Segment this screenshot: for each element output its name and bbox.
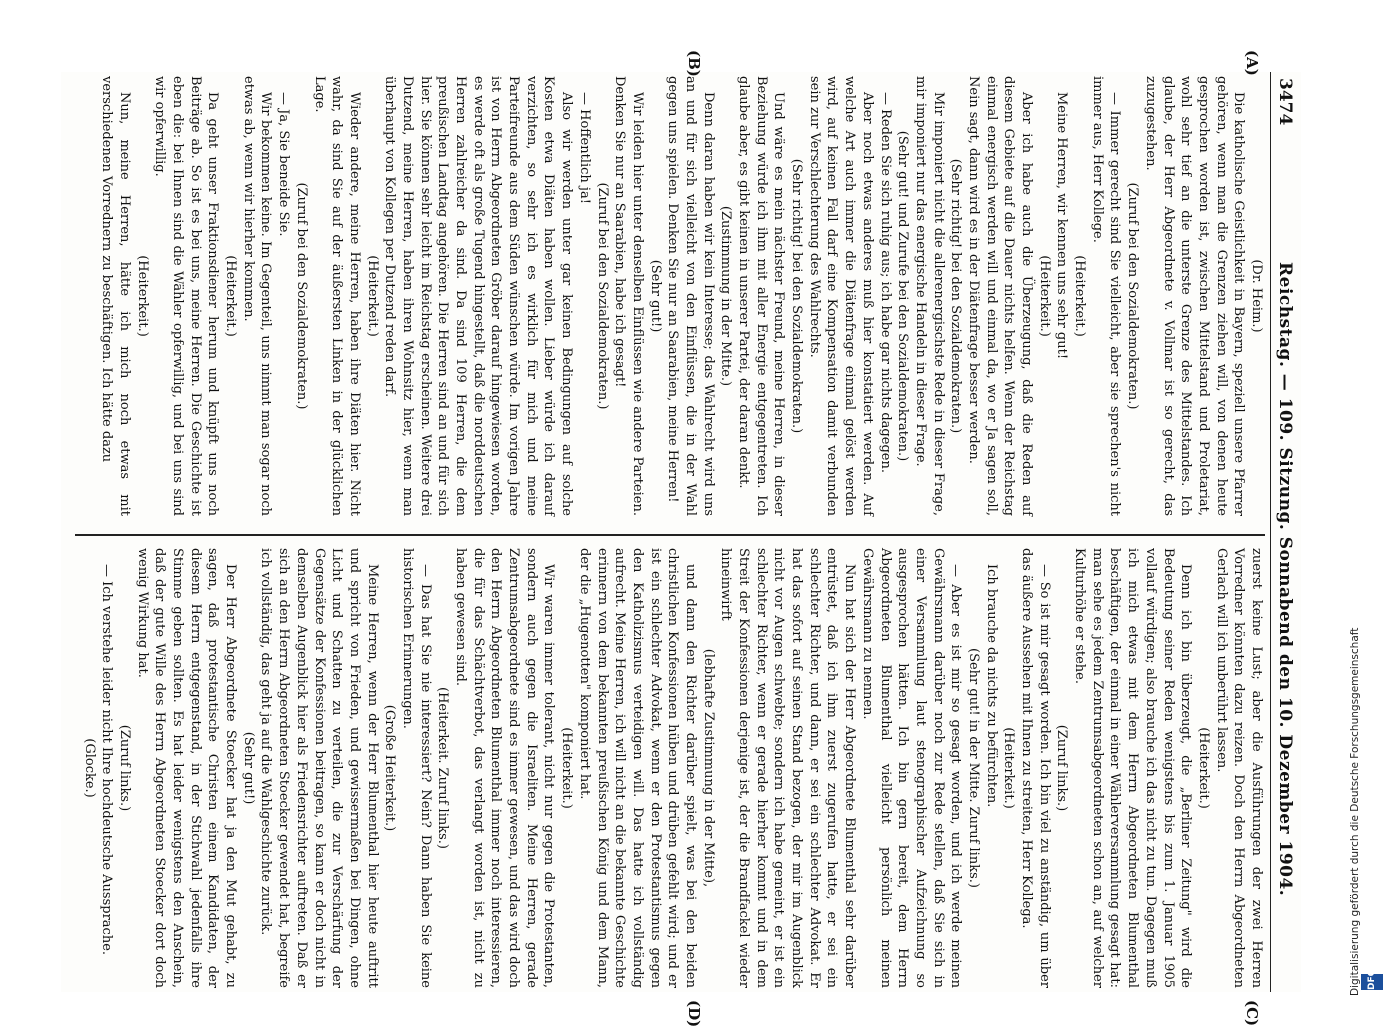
paragraph: Da geht unser Fraktionsdiener herum und knüpft uns noch Beiträge ab. So ist es bei uns, meine Herren. Die Geschichte ist eben die: bei Ihnen sind die Wähler opferwillig, und bei uns sind wir opferwillig.	[152, 76, 221, 516]
paragraph: Und wäre es mein nächster Freund, meine Herren, in dieser Beziehung würde ich ihm mit aller Energie entgegentreten. Ich glaube aber, es gibt keinen in unserer Partei, der daran denkt.	[736, 76, 787, 516]
page-header	[1271, 72, 1301, 992]
interjection: (Heiterkeit. Zuruf links.)	[435, 687, 451, 849]
interjection: (Zustimmung in der Mitte.)	[718, 205, 734, 387]
interjection: (Sehr gut!)	[240, 731, 256, 805]
margin-marker-b: (B)	[685, 50, 703, 77]
paragraph: — Ja, Sie beneide Sie.	[276, 92, 292, 237]
header-rule	[1270, 72, 1271, 992]
interjection: (Große Heiterkeit.)	[382, 704, 398, 832]
interjection: (Zuruf links.)	[1054, 724, 1070, 812]
margin-marker-a: (A)	[1243, 50, 1261, 76]
interjection: (Heiterkeit.)	[1195, 727, 1211, 809]
paragraph: Wir bekommen keine. Im Gegenteil, uns nimmt man sogar noch etwas ab, wenn wir hierher kommen.	[240, 76, 274, 516]
interjection: (Sehr richtig! bei den Sozialdemokraten.)	[789, 158, 805, 434]
interjection: (Heiterkeit.)	[364, 255, 380, 337]
interjection: (Heiterkeit.)	[1072, 255, 1088, 337]
paragraph: — Hoffentlich ja!	[576, 92, 592, 204]
paragraph: Wir waren immer tolerant, nicht nur gegen die Protestanten, sondern auch gegen die Israeliten. Meine Herren, gerade Zentrumsabgeordnete sind es immer gewesen, und das wird doch den Herrn Abgeordneten Blumenthal immer noch interessieren, die für das Schächtverbot, das verlangt worden ist, nicht zu haben gewesen sind.	[453, 548, 557, 988]
paragraph: Der Herr Abgeordnete Stoecker hat ja den Mut gehabt, zu sagen, daß protestantische Christen einem Kandidaten, der diesem Herrn entgegenstand, in der Stichwahl jedenfalls ihre Stimme geben sollten. Es hat leider wenigstens den Anschein, daß der gute Wille des Herrn Abgeordneten Stoecker dort doch wenig Wirkung hat.	[134, 548, 239, 988]
margin-marker-c: (C)	[1243, 1000, 1261, 1027]
paragraph: Denn daran haben wir kein Interesse; das Wahlrecht wird uns an und für sich vielleicht von den Einflüssen, die in der Wahl gegen uns spielen. Denken Sie nur an Saarabien, meine Herren!	[665, 76, 716, 516]
interjection: (Heiterkeit.)	[1001, 727, 1017, 809]
paragraph: — Aber es ist mir so gesagt worden, und ich werde meinen Gewährsmann darüber noch zur Rede stellen, daß Sie sich in einer Versammlung laut stenographischer Aufzeichnung so ausgesprochen hätten. Ich bin gern bereit, dem Herrn Abgeordneten Blumenthal vielleicht persönlich meinen Gewährsmann zu nennen.	[859, 548, 964, 988]
paragraph: — Das hat Sie nie interessiert? Nein? Dann haben Sie keine historischen Erinnerungen.	[400, 548, 433, 988]
paragraph: Ich brauche da nichts zu befürchten.	[983, 564, 999, 808]
interjection: (Zuruf bei den Sozialdemokraten.)	[594, 182, 610, 410]
interjection: (Zuruf links.)	[117, 724, 132, 812]
right-text-column	[80, 548, 1265, 988]
interjection: (Zuruf bei den Sozialdemokraten.)	[1125, 182, 1141, 410]
paragraph: Aber noch etwas anderes muß hier konstatiert werden. Auf welche Art auch immer die Diätenfrage einmal gelöst werden wird, auf keinen Fall darf eine Kompensation damit verbunden sein zur Verschlechterung des Wahlrechts.	[806, 76, 875, 516]
page-title: Reichstag. — 109. Sitzung. Sonnabend den 10. Dezember 1904.	[1275, 262, 1295, 897]
paragraph: Mir imponiert nicht die allerenergischste Rede in dieser Frage, mir imponiert nur das energische Handeln in dieser Frage.	[912, 76, 946, 516]
paragraph: Also wir werden unter gar keinen Bedingungen auf solche Kosten etwa Diäten haben wollen. Lieber würde ich darauf verzichten, so sehr ich es wirklich für mich und meine Parteifreunde aus dem Süden wünschen würde. Im vorigen Jahre ist von Herrn Abgeordneten Gröber darauf hingewiesen worden, es werde oft als große Tugend hingestellt, daß die norddeutschen Herren zahlreicher da sind. Da sind 109 Herren, die dem preußischen Landtag angehören. Die Herren sind an und für sich hier. Sie können sehr leicht im Reichstag erscheinen. Weitere drei Dutzend, meine Herren, haben ihren Wohnsitz hier, wenn man überhaupt von Kollegen per Dutzend reden darf.	[382, 76, 575, 516]
interjection: (Zuruf bei den Sozialdemokraten.)	[293, 182, 309, 410]
paragraph: — Ich verstehe leider nicht Ihre hochdeutsche Aussprache.	[99, 564, 115, 956]
interjection: (Glocke.)	[81, 738, 97, 798]
interjection: (Sehr gut!)	[647, 259, 663, 333]
margin-marker-d: (D)	[685, 1000, 703, 1027]
paragraph: Meine Herren, wenn der Herr Blumenthal hier heute auftritt und spricht von Frieden, und gewissermaßen bei Dingen, ohne Licht und Schatten zu verteilen, die zur Verschärfung der Gegensätze der Konfessionen beitragen, so kann er doch nicht in demselben Augenblick hier als Friedensrichter auftreten. Daß er sich an den Herrn Abgeordneten Stoecker gewendet hat, begreife ich vollständig, das geht ja auf die Wahlgeschichte zurück.	[258, 548, 380, 988]
page-number: 3474	[1275, 78, 1295, 126]
left-text-column	[98, 76, 1265, 516]
document-page	[61, 50, 1301, 1027]
paragraph: — Reden Sie sich ruhig aus; ich habe gar nichts dagegen.	[877, 92, 893, 473]
paragraph: Nun, meine Herren, hätte ich mich noch etwas mit verschiedenen Vorrednern zu beschäftigen. Ich hätte dazu	[99, 76, 132, 516]
interjection: (Heiterkeit.)	[223, 255, 239, 337]
paragraph: Aber ich habe auch die Überzeugung, daß die Reden auf diesem Gebiete auf die Dauer nichts helfen. Wenn der Reichstag einmal energisch werden will und einmal da, wo er Ja sagen soll, Nein sagt, dann wird es in der Diätenfrage besser werden.	[966, 76, 1035, 516]
digitization-credit: Digitalisierung gefördert durch die Deutsche Forschungsgemeinschaft	[1349, 627, 1361, 996]
paragraph: — Immer gerecht sind Sie vielleicht, aber sie sprechen's nicht immer aus, Herr Kollege.	[1089, 76, 1123, 516]
interjection: (Sehr gut! in der Mitte. Zuruf links.)	[966, 648, 981, 888]
paragraph: Meine Herren, wir kennen uns sehr gut!	[1054, 92, 1070, 360]
interjection: (Heiterkeit.)	[1036, 255, 1052, 337]
interjection: (Dr. Heim.)	[1249, 259, 1264, 333]
interjection: (Sehr richtig! bei den Sozialdemokraten.)	[948, 158, 964, 434]
interjection: (Sehr gut! und Zurufe bei den Sozialdemokraten.)	[895, 130, 911, 462]
dfg-logo: DFG	[1361, 974, 1383, 990]
column-divider	[75, 534, 1265, 536]
paragraph: und dann den Richter darüber spielt, was bei den beiden christlichen Konfessionen hüben und drüben gefehlt wird; und er ist ein schlechter Advokat, wenn er den Protestantismus gegen den Katholizismus verteidigen will. Das hatte ich vollständig aufrecht. Meine Herren, ich will nicht an die bekannte Geschichte erinnern von dem bekannten preußischen König und dem Mann, der die „Hugenotten" komponiert hat.	[576, 548, 698, 988]
interjection: (Heiterkeit.)	[559, 727, 575, 809]
paragraph: — So ist mir gesagt worden. Ich bin viel zu anständig, um über das äußere Aussehen mit Ihnen zu streiten, Herr Kollega.	[1019, 548, 1052, 988]
paragraph: Wir leiden hier unter denselben Einflüssen wie andere Parteien. Denken Sie nur an Saarabien, habe ich gesagt!	[612, 76, 645, 516]
interjection: (Heiterkeit.)	[134, 255, 150, 337]
paragraph: Die katholische Geistlichkeit in Bayern, speziell unsere Pfarrer gehören, wenn man die Grenzen ziehen will, von denen heute gesprochen worden ist, zwischen Mittelstand und Proletariat, wohl sehr tief an die unterste Grenze des Mittelstandes. Ich glaube, der Herr Abgeordnete v. Vollmar ist so gerecht, das zuzugestehen.	[1142, 76, 1247, 516]
paragraph: Nun hat sich der Herr Abgeordnete Blumenthal sehr darüber entrüstet, daß ich ihm zuerst zugerufen hatte, er sei ein schlechter Richter, und dann, er sei ein schlechter Advokat. Er hat das sofort auf seinen Stand bezogen, der mir im Augenblick nicht vor Augen schwebte; sondern ich habe gemeint, er ist ein schlechter Richter, wenn er gerade hierher kommt und in dem Streit der Konfessionen derjenige ist, der die Brandfackel wieder hineinwirft	[718, 548, 858, 988]
paragraph: Denn ich bin überzeugt, die „Berliner Zeitung" wird die Bedeutung seiner Reden wenigstens bis zum 1. Januar 1905 vollauf würdigen; also brauche ich das nicht zu tun. Dagegen muß ich mich etwas mit dem Herrn Abgeordneten Blumenthal beschäftigen, der einmal in einer Wählerversammlung gesagt hat: man sehe es jedem Zentrumsabgeordneten schon an, auf welcher Kulturhöhe er stehe.	[1072, 548, 1194, 988]
interjection: (lebhafte Zustimmung in der Mitte),	[700, 648, 716, 888]
paragraph: zuerst keine Lust; aber die Ausführungen der zwei Herren Vorredner könnten dazu reizen. Doch den Herrn Abgeordneten Gerlach will ich unberührt lassen.	[1213, 548, 1264, 988]
paragraph: Wieder andere, meine Herren, haben ihre Diäten hier. Nicht wahr, da sind Sie auf der äußersten Linken in der glücklichen Lage.	[311, 76, 362, 516]
